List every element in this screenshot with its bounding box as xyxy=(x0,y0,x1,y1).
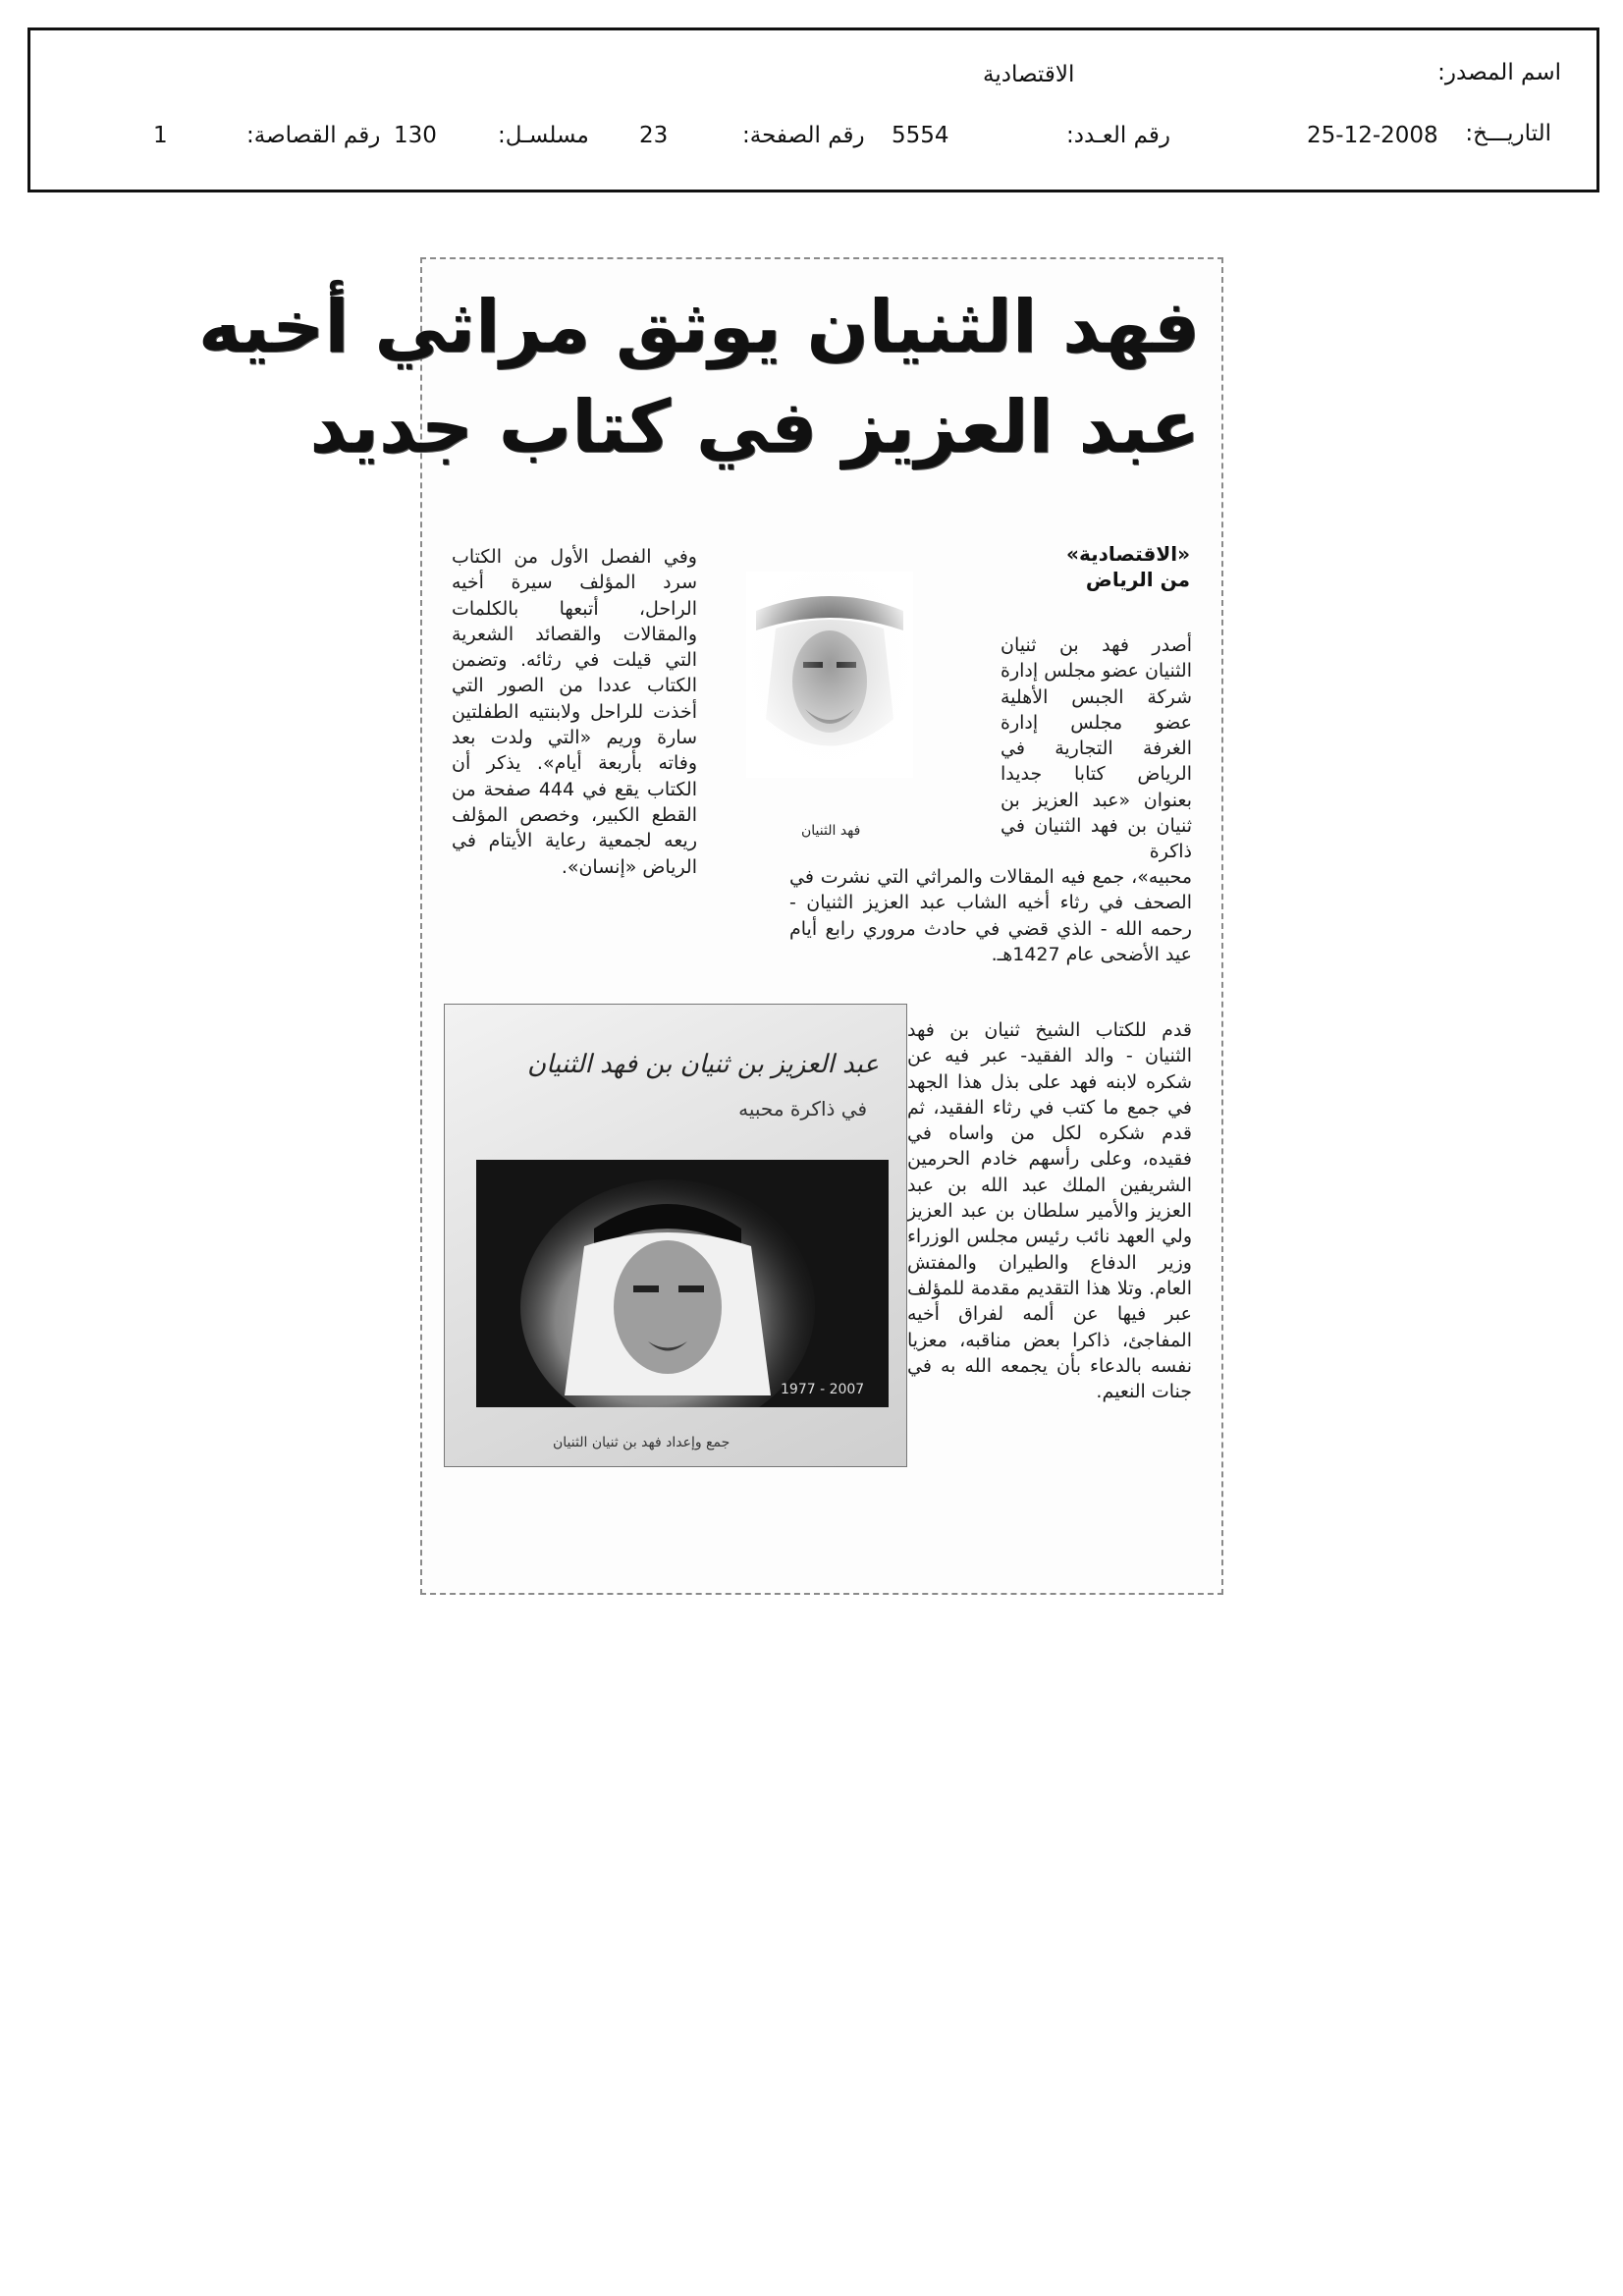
article-column-right-bottom: قدم للكتاب الشيخ ثنيان بن فهد الثنيان - والد الفقيد- عبر فيه عن شكره لابنه فهد على بذل هذا الجهد في جمع ما كتب في رثاء الفقيد، ثم قدم شكره لكل من واساه في فقيده، وعلى رأسهم خادم الحرمين الشريفين الملك عبد الله بن عبد العزيز والأمير سلطان بن عبد العزيز ولي العهد نائب رئيس مجلس الوزراء وزير الدفاع والطيران والمفتش العام. وتلا هذا التقديم مقدمة للمؤلف عبر فيها عن ألمه لفراق أخيه المفاجئ، ذاكرا بعض مناقبه، معزيا نفسه بالدعاء بأن يجمعه الله به في جنات النعيم. xyxy=(907,1019,1192,1403)
byline-source: «الاقتصادية» xyxy=(1066,542,1190,566)
book-cover-image xyxy=(444,1004,907,1467)
byline xyxy=(974,541,1190,592)
article-column-wide: محبيه»، جمع فيه المقالات والمراثي التي نشرت في الصحف في رثاء أخيه الشاب عبد العزيز الثنيان - رحمه الله - الذي قضي في حادث مروري رابع أيام عيد الأضحى عام 1427هـ. xyxy=(789,866,1192,965)
metadata-box xyxy=(27,27,1599,192)
issue-label: رقم العـدد: xyxy=(1066,123,1171,148)
source-value: الاقتصادية xyxy=(983,62,1075,87)
book-cover-years: 1977 - 2007 xyxy=(781,1382,865,1397)
author-photo xyxy=(746,572,913,778)
book-cover-portrait xyxy=(476,1160,889,1407)
page-value: 23 xyxy=(639,123,669,148)
author-portrait-image xyxy=(746,572,913,778)
source-label: اسم المصدر: xyxy=(1437,60,1561,85)
page-label: رقم الصفحة: xyxy=(742,123,865,148)
headline-line-2: عبد العزيز في كتاب جديد xyxy=(309,385,1200,469)
book-cover-footer: جمع وإعداد فهد بن ثنيان الثنيان xyxy=(553,1435,730,1450)
clip-number-value: 1 xyxy=(153,123,168,148)
newspaper-clipping xyxy=(197,257,1223,1595)
book-cover-subtitle: في ذاكرة محبيه xyxy=(738,1097,867,1121)
book-cover-title: عبد العزيز بن ثنيان بن فهد الثنيان xyxy=(527,1050,879,1079)
date-label: التاريـــخ: xyxy=(1465,121,1551,146)
serial-label: مسلسـل: xyxy=(498,123,589,148)
date-value: 25-12-2008 xyxy=(1307,123,1438,148)
book-cover-photo xyxy=(476,1160,889,1407)
clip-number-label: رقم القصاصة: xyxy=(246,123,381,148)
article-column-left: وفي الفصل الأول من الكتاب سرد المؤلف سيرة أخيه الراحل، أتبعها بالكلمات والمقالات والقصائد الشعرية التي قيلت في رثائه. وتضمن الكتاب عددا من الصور التي أخذت للراحل ولابنتيه الطفلتين سارة وريم «التي ولدت بعد وفاته بأربعة أيام». يذكر أن الكتاب يقع في 444 صفحة من القطع الكبير، وخصص المؤلف ريعه لجمعية رعاية الأيتام في الرياض «إنسان». xyxy=(452,546,697,878)
byline-location: من الرياض xyxy=(1085,568,1190,591)
issue-value: 5554 xyxy=(892,123,949,148)
article-column-right-top: أصدر فهد بن ثنيان الثنيان عضو مجلس إدارة شركة الجبس الأهلية عضو مجلس إدارة الغرفة التجارية في الرياض كتابا جديدا بعنوان «عبد العزيز بن ثنيان بن فهد الثنيان في ذاكرة xyxy=(1001,634,1192,863)
author-photo-caption: فهد الثنيان xyxy=(801,823,861,839)
serial-value: 130 xyxy=(394,123,437,148)
headline-line-1: فهد الثنيان يوثق مراثي أخيه xyxy=(197,285,1200,369)
